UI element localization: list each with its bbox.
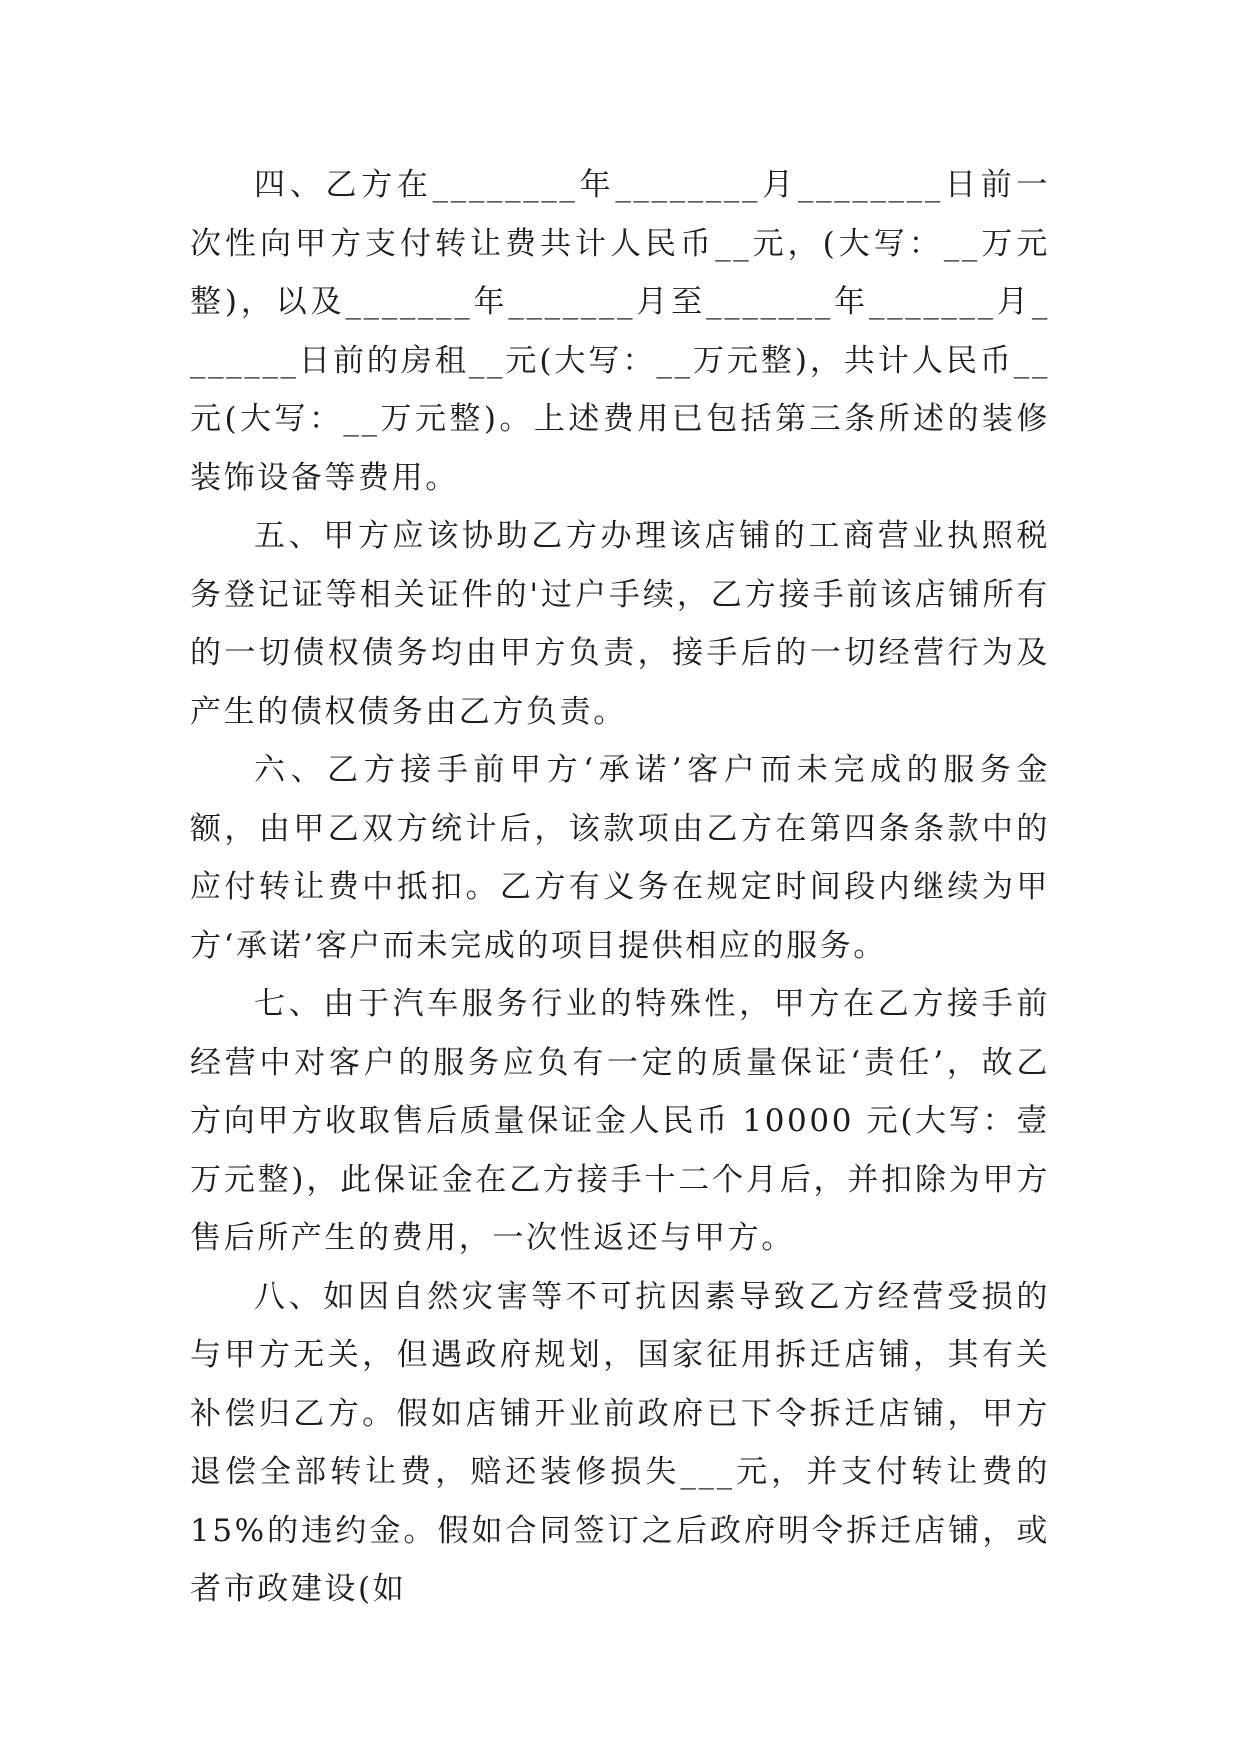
clause-8-paragraph: 八、如因自然灾害等不可抗因素导致乙方经营受损的与甲方无关，但遇政府规划，国家征用拆迁店铺，其有关补偿归乙方。假如店铺开业前政府已下令拆迁店铺，甲方退偿全部转让费，赔还装修损失___元，并支付转让费的 15%的违约金。假如合同签订之后政府明令拆迁店铺，或者市政建设(如 <box>190 1278 1050 1607</box>
clause-7-paragraph: 七、由于汽车服务行业的特殊性，甲方在乙方接手前经营中对客户的服务应负有一定的质量保证‘责任’，故乙方向甲方收取售后质量保证金人民币 10000 元(大写：壹万元整)，此保证金在乙方接手十二个月后，并扣除为甲方售后所产生的费用，一次性返还与甲方。 <box>190 986 1050 1256</box>
clause-5-paragraph: 五、甲方应该协助乙方办理该店铺的工商营业执照税务登记证等相关证件的'过户手续，乙方接手前该店铺所有的一切债权债务均由甲方负责，接手后的一切经营行为及产生的债权债务由乙方负责。 <box>190 518 1050 730</box>
clause-4-paragraph: 四、乙方在________年________月________日前一次性向甲方支付转让费共计人民币__元，(大写：__万元整)，以及_______年_______月至_______年_______月_______日前的房租__元(大写：__万元整)，共计人民币__元(大写：__万元整)。上述费用已包括第三条所述的装修装饰设备等费用。 <box>190 167 1050 496</box>
document-body <box>190 156 1050 1619</box>
clause-6-paragraph: 六、乙方接手前甲方‘承诺’客户而未完成的服务金额，由甲乙双方统计后，该款项由乙方在第四条条款中的应付转让费中抵扣。乙方有义务在规定时间段内继续为甲方‘承诺’客户而未完成的项目提供相应的服务。 <box>190 752 1050 964</box>
